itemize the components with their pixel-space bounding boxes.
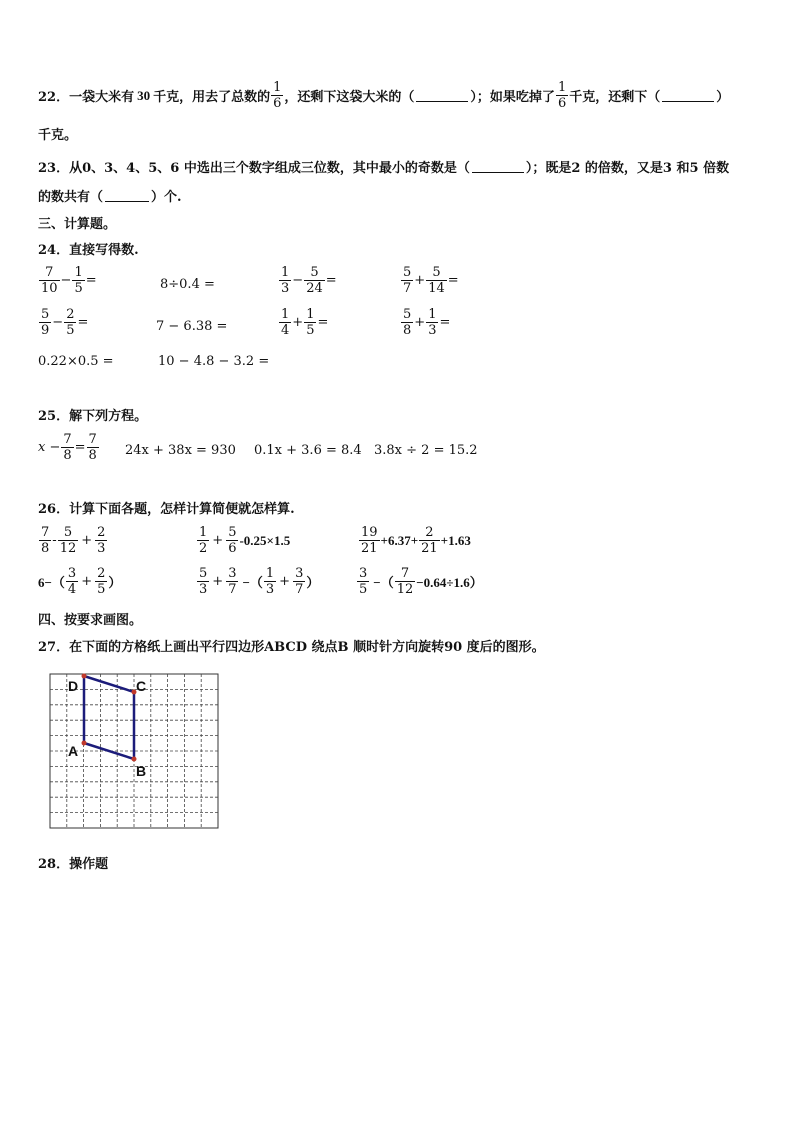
q23-text-1: 从0、3、4、5、6 中选出三个数字组成三位数，其中最小的奇数是（ (69, 161, 470, 176)
q22-answer-blank-2[interactable] (662, 89, 714, 102)
section-3-heading: 三、计算题。 (38, 217, 117, 232)
q22-fraction: $\frac{1}{6}$ (273, 80, 282, 111)
q23-text-4: ）个. (151, 190, 182, 205)
q23-text-2: ）；既是2 的倍数，又是3 和5 倍数 (525, 161, 730, 176)
label-c: C (136, 678, 147, 694)
point-a (82, 741, 87, 746)
q27-grid-figure[interactable] (48, 672, 222, 832)
q24-item-5: $\frac{5}{9}$ − $\frac{2}{5}$ = (41, 307, 89, 338)
q28-title: 28．操作题 (38, 857, 109, 872)
q24-item-1: $\frac{7}{10}$ − $\frac{1}{5}$ = (41, 265, 97, 296)
q23-number: 23． (38, 161, 70, 176)
q22-text-6: ） (716, 90, 730, 105)
q24-item-8: $\frac{5}{8}$ + $\frac{1}{3}$ = (403, 307, 451, 338)
q22-text-5: 千克，还剩下（ (569, 90, 661, 105)
q24-item-10: 10 − 4.8 − 3.2 = (158, 354, 270, 369)
q24-item-9: 0.22×0.5 = (38, 354, 114, 369)
point-d (82, 674, 87, 679)
q23-line1 (38, 157, 729, 176)
q26-expression-1: $\frac{7}{8}$ - $\frac{5}{12}$ + $\frac{2}{3}$ (41, 525, 106, 556)
q22-weight: 30 (137, 87, 151, 103)
q26-title: 26．计算下面各题，怎样计算简便就怎样算. (38, 502, 295, 517)
q27-title: 27．在下面的方格纸上画出平行四边形ABCD 绕点B 顺时针方向旋转90 度后的图形。 (38, 640, 545, 655)
q25-equation-3: 0.1x + 3.6 = 8.4 (254, 443, 362, 458)
q22-text-2: 千克，用去了总数的 (153, 90, 271, 105)
label-a: A (68, 743, 79, 759)
q22-line1 (38, 80, 729, 111)
label-d: D (68, 678, 79, 694)
q22-line2: 千克。 (38, 128, 78, 143)
q22-number: 22． (38, 90, 70, 105)
section-4-heading: 四、按要求画图。 (38, 613, 143, 628)
q24-title: 24．直接写得数. (38, 243, 139, 258)
q22-text-3: ，还剩下这袋大米的（ (284, 90, 415, 105)
q25-equation-2: 24x + 38x = 930 (125, 443, 236, 458)
q25-equation-1: x − $\frac{7}{8}$ = $\frac{7}{8}$ (38, 432, 97, 463)
q24-item-2: 8÷0.4 = (160, 277, 215, 292)
q24-item-3: $\frac{1}{3}$ − $\frac{5}{24}$ = (281, 265, 337, 296)
q24-item-7: $\frac{1}{4}$ + $\frac{1}{5}$ = (281, 307, 329, 338)
q22-text-1: 一袋大米有 (69, 90, 135, 105)
q25-equation-4: 3.8x ÷ 2 = 15.2 (374, 443, 478, 458)
q26-expression-6: $\frac{3}{5}$ −（ $\frac{7}{12}$ −0.64÷1.6） (359, 566, 483, 597)
q22-fraction-2: $\frac{1}{6}$ (557, 80, 567, 111)
q26-expression-3: $\frac{19}{21}$ +6.37+ $\frac{2}{21}$ +1.63 (361, 525, 471, 556)
q23-text-3: 的数共有（ (38, 190, 104, 205)
q22-answer-blank-1[interactable] (416, 89, 468, 102)
q26-expression-4: 6−（ $\frac{3}{4}$ + $\frac{2}{5}$ ） (38, 566, 122, 597)
q23-line2 (38, 186, 182, 205)
label-b: B (136, 763, 147, 779)
q23-answer-blank-1[interactable] (472, 160, 524, 173)
q23-answer-blank-2[interactable] (105, 189, 149, 202)
q24-item-6: 7 − 6.38 = (156, 319, 228, 334)
point-b (132, 757, 137, 762)
q25-title: 25．解下列方程。 (38, 409, 148, 424)
q22-text-4: ）；如果吃掉了 (470, 90, 555, 105)
q26-expression-5: $\frac{5}{3}$ + $\frac{3}{7}$ −（ $\frac{1}{3}$ + $\frac{3}{7}$ ） (199, 566, 320, 597)
q26-expression-2: $\frac{1}{2}$ + $\frac{5}{6}$ -0.25×1.5 (199, 525, 291, 556)
q24-item-4: $\frac{5}{7}$ + $\frac{5}{14}$ = (403, 265, 459, 296)
